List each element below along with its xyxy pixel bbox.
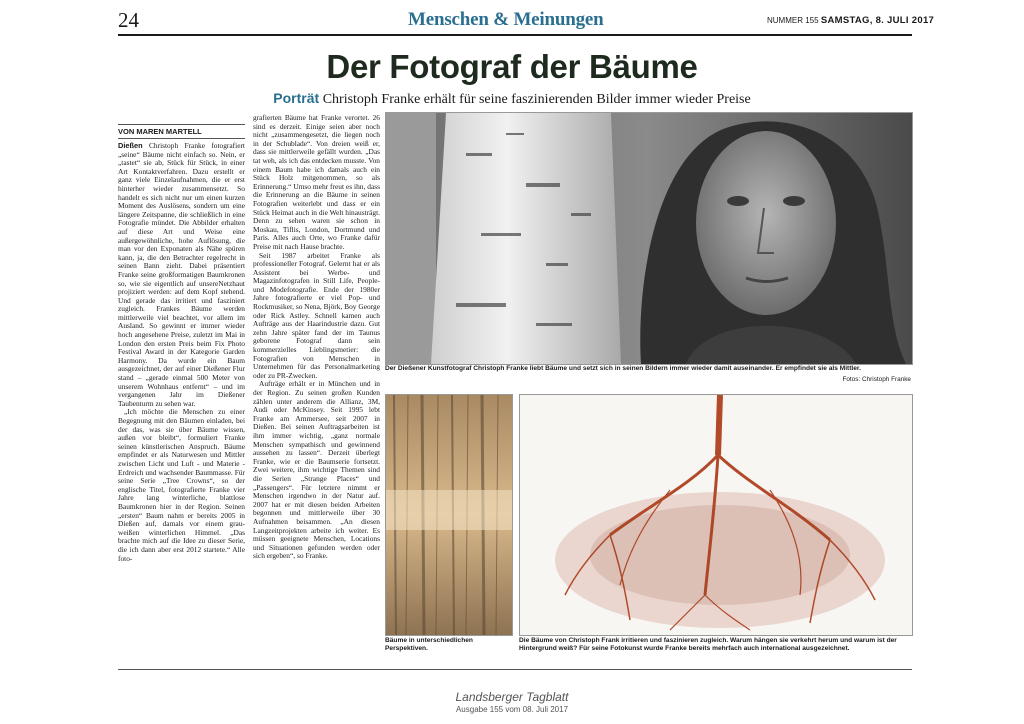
paragraph: Seit 1987 arbeitet Franke als professioneller Fotograf. Gelernt hat er als Assistent bei Werbe- und Magazinfotografen in Still Life, People- und Modefotografie. Ende der 1980er Jahre fotografierte er viel Pop- und Rockmusiker, so Nena, Björk, Boy George oder Rick Astley. Schnell kamen auch Aufträge aus der Haarindustrie dazu. Gut zehn Jahre später fand der im Taunus geborene Fotograf dann sein kommerzielles Lieblingsmetier: die Fotografien von Menschen in Unternehmen für das Personalmarketing oder zu PR-Zwecken. (253, 250, 380, 380)
section-title: Menschen & Meinungen (408, 9, 604, 30)
paragraph: „Ich möchte die Menschen zu einer Begegnung mit den Bäumen einladen, bei der das, was sie über Bäume wissen, außen vor bleibt“, formuliert Franke seinen künstlerischen Anspruch. Bäume empfindet er als Naturwesen und Mittler zwischen Licht und Luft - und Materie - Erdreich und wachsender Baummasse. Für seine Serie „Tree Crowns“, so der englische Titel, fotografierte Franke vier Jahre lang winterliche, blattlose Baumkronen hier in der Region. Seinen „ersten“ Baum nahm er bereits 2005 in Dießen auf, damals vor einem grau-weißen winterlichen Himmel. „Das brachte mich auf die Idee zu dieser Serie, die ich dann aber erst 2012 startete.“ Alle foto- (118, 407, 245, 563)
trunks-caption: Bäume in unterschiedlichen Perspektiven. (385, 637, 473, 652)
paragraph: Aufträge erhält er in München und in der Region. Zu seinen großen Kunden zählen unter anderem die Allianz, 3M, Audi oder McKinsey. Seit 1995 lebt Franke am Ammersee, seit 2007 in Dießen. Bei seinen Auftragsarbeiten ist ihm immer wichtig, „ganz normale Menschen sympathisch und gewinnend aussehen zu lassen“. Derzeit überlegt Franke, wie er die Baumserie fortsetzt. Zwei weitere, ihm wichtige Themen sind die Serien „Strange Places“ und „Passengers“. Für letztere nimmt er Menschen irgendwo in der Natur auf. 2007 hat er mit diesen beiden Arbeiten begonnen und mittlerweile über 30 Aufnahmen beisammen. „An diesen Langzeitprojekten arbeite ich weiter. Es müssen geeignete Menschen, Locations und Situationen gefunden werden oder sich ergeben“, so Franke. (253, 379, 380, 561)
tree-crown-image (520, 395, 912, 635)
article-subheadline (0, 90, 1024, 108)
byline: VON MAREN MARTELL (118, 124, 245, 139)
issue-number: NUMMER 155 (767, 16, 819, 25)
article-headline: Der Fotograf der Bäume (326, 48, 698, 85)
tree-crown-photo (519, 394, 913, 636)
photo-credit: Fotos: Christoph Franke (842, 376, 911, 383)
tree-crown-caption: Die Bäume von Christoph Frank irritieren und faszinieren zugleich. Warum hängen sie verkehrt herum und warum ist der Hintergrund weiß? Für seine Fotokunst wurde Franke bereits mehrfach auch international ausgezeichnet. (519, 637, 897, 652)
masthead-rule (118, 34, 912, 36)
paragraph: Dießen Christoph Franke fotografiert „seine“ Bäume nicht einfach so. Nein, er „tastet“ sie ab, Stück für Stück, in einer Art Kontaktverfahren. Dazu erstellt er ganz viele Einzelaufnahmen, die er erst hinterher wieder zusammensetzt. So handelt es sich nicht nur um einen kurzen Moment des Auslösens, sondern um eine längere Zeitspanne, die schließlich in eine Fotografie mündet. Die Abbilder erhalten auf diese Art und Weise eine außergewöhnliche, hohe Auflösung, die man vor den Exponaten als Nähe spüren kann, ja, die den Betrachter regelrecht in seinen Bann zieht. Dabei präsentiert Franke seine großformatigen Baumkronen so, wie sie eigentlich auf unsereNetzhaut projiziert werden: auf dem Kopf stehend. Und gerade das irritiert und fasziniert zugleich. Frankes Bäume werden mittlerweile viel beachtet, vor allem im Ausland. So gewinnt er immer wieder hoch angesehene Preise, zuletzt im Mai in London den ersten Preis beim Fix Photo Festival Award in der Kategorie Garden Harmony. Da wurde ein Baum ausgezeichnet, der auf einer Dießener Flur stand – „gerade einmal 500 Meter von unserem Wohnhaus entfernt“ – und im vergangenen Jahr im Dießener Taubenturm zu sehen war. (118, 142, 245, 408)
bottom-rule (118, 669, 912, 670)
portrait-photo-image (386, 113, 912, 364)
page-number: 24 (118, 8, 139, 32)
issue-info (767, 15, 934, 26)
edition-info: Ausgabe 155 vom 08. Juli 2017 (455, 705, 569, 714)
portrait-caption: Der Dießener Kunstfotograf Christoph Franke liebt Bäume und setzt sich in seinen Bildern immer wieder damit auseinander. Er empfindet sie als Mittler. (385, 365, 861, 372)
issue-date: SAMSTAG, 8. JULI 2017 (820, 15, 935, 26)
article-column-1 (118, 142, 245, 669)
article-column-2 (253, 114, 380, 669)
subheadline-text: Christoph Franke erhält für seine faszinierenden Bilder immer wieder Preise (322, 92, 751, 107)
publication-name: Landsberger Tagblatt (455, 690, 569, 704)
dateline: Dießen (118, 142, 143, 150)
trunks-photo (385, 394, 513, 636)
paragraph: grafierten Bäume hat Franke verortet. 26 sind es derzeit. Einige seien aber noch nicht „zusammengesetzt, die liegen noch in der Schublade“. Von dreien weiß er, dass sie mittlerweile gefällt wurden. „Das tat weh, als ich das entdecken musste. Von einem Baum habe ich damals auch ein Stück Holz mitgenommen, so als Erinnerung.“ Umso mehr freut es ihn, dass die Erinnerung an die Bäume in seinen Fotografien weiterlebt und dass er ein Stück Heimat auch in die Welt hinausträgt. Denn zu sehen waren sie schon in Moskau, Tiflis, London, Dortmund und Paris. Alles auch Orte, wo Franke dafür Preise mit nach Hause brachte. (253, 114, 380, 251)
kicker: Porträt (273, 90, 320, 106)
portrait-photo (385, 112, 913, 365)
trunks-photo-image (386, 395, 512, 635)
